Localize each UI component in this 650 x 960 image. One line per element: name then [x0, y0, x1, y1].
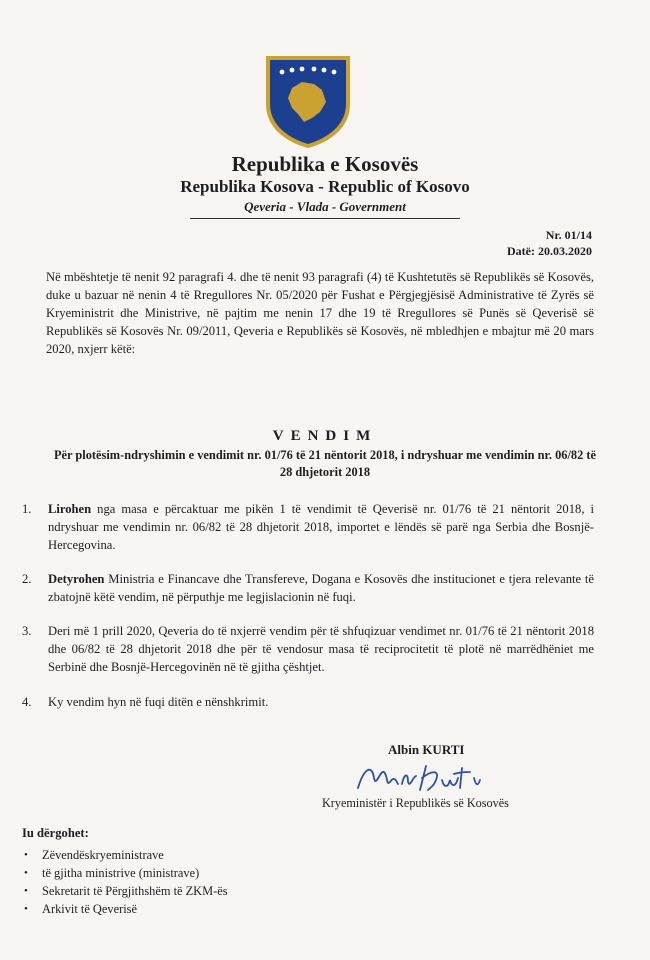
item-number: 2. [22, 572, 32, 586]
header-divider [190, 218, 460, 219]
item-text: Ky vendim hyn në fuqi ditën e nënshkrimit. [48, 695, 269, 709]
decision-item [22, 693, 594, 711]
bullet-icon: • [24, 903, 28, 915]
list-item-label: të gjitha ministrive (ministrave) [42, 866, 200, 880]
item-lead: Detyrohen [48, 572, 105, 586]
handwritten-signature [350, 758, 510, 798]
kosovo-coat-of-arms-icon [262, 52, 354, 150]
document-number: Nr. 01/14 [545, 228, 592, 242]
item-text: Deri më 1 prill 2020, Qeveria do të nxjerrë vendim për të shfuqizuar vendimet nr. 01/76 të 21 nëntorit 2018 dhe 06/82 të 28 dhjetorit 2018 dhe për të vendosur masa të reciprocitetit të plotë në marrëdhëniet me Serbinë dhe Bosnjë-Hercegovinën në të gjitha çështjet. [48, 624, 594, 674]
signatory-role: Kryeministër i Republikës së Kosovës [322, 796, 509, 810]
item-lead: Lirohen [48, 502, 92, 516]
decision-item [22, 570, 594, 606]
distribution-title: Iu dërgohet: [22, 826, 89, 840]
list-item [22, 864, 228, 882]
list-item-label: Arkivit të Qeverisë [42, 902, 137, 916]
header-government: Qeveria - Vlada - Government [244, 199, 406, 214]
decision-item [22, 500, 594, 554]
document-date: Datë: 20.03.2020 [507, 244, 592, 258]
list-item [22, 882, 228, 900]
item-number: 1. [22, 502, 32, 516]
decision-subtitle: Për plotësim-ndryshimin e vendimit nr. 01/76 të 21 nëntorit 2018, i ndryshuar me vendimin nr. 06/82 të 28 dhjetorit 2018 [53, 448, 597, 479]
item-text: nga masa e përcaktuar me pikën 1 të vendimit të Qeverisë nr. 01/76 të 21 nëntorit 2018, i ndryshuar me vendimin nr. 06/82 të 28 dhjetorit 2018, importet e lëndës së parë nga Serbia dhe Bosnjë-Hercegovina. [48, 502, 594, 552]
bullet-icon: • [24, 849, 28, 861]
header-country-multilingual: Republika Kosova - Republic of Kosovo [180, 177, 470, 196]
list-item [22, 900, 228, 918]
preamble-paragraph: Në mbështetje të nenit 92 paragrafi 4. dhe të nenit 93 paragrafi (4) të Kushtetutës së Republikës së Kosovës, duke u bazuar në nenin 4 të Rregullores Nr. 05/2020 për Fushat e Përgjegjësisë Administrative të Zyrës së Kryeministrit dhe Ministrive, në pajtim me nenin 17 dhe 19 të Rregullores së Punës së Qeverisë së Republikës së Kosovës Nr. 09/2011, Qeveria e Republikës së Kosovës, në mbledhjen e mbajtur më 20 mars 2020, nxjerr këtë: [46, 270, 594, 356]
list-item-label: Sekretarit të Përgjithshëm të ZKM-ës [42, 884, 228, 898]
bullet-icon: • [24, 867, 28, 879]
list-item-label: Zëvendëskryeministrave [42, 848, 164, 862]
bullet-icon: • [24, 885, 28, 897]
header-country-albanian: Republika e Kosovës [231, 152, 419, 176]
item-number: 4. [22, 695, 32, 709]
list-item [22, 846, 228, 864]
item-number: 3. [22, 624, 32, 638]
distribution-list [22, 846, 228, 918]
decision-title: VENDIM [272, 428, 378, 444]
decision-item [22, 622, 594, 676]
item-text: Ministria e Financave dhe Transfereve, Dogana e Kosovës dhe institucionet e tjera relevante të zbatojnë këtë vendim, në përputhje me legjislacionin në fuqi. [48, 572, 594, 604]
signatory-name: Albin KURTI [388, 742, 465, 757]
